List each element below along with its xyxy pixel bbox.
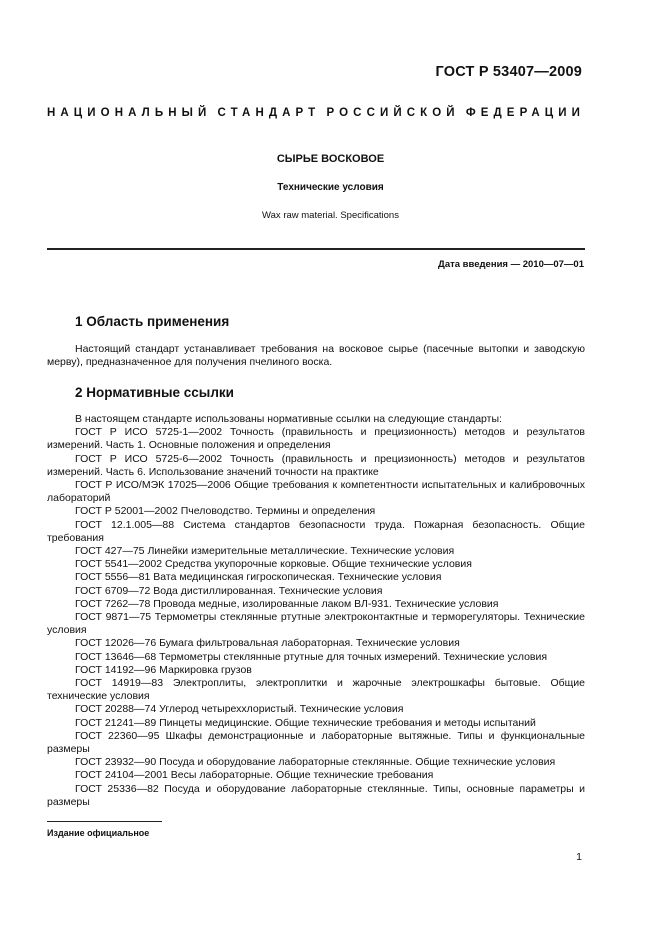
reference-item: ГОСТ 12026—76 Бумага фильтровальная лабораторная. Технические условия (75, 637, 460, 650)
document-number: ГОСТ Р 53407—2009 (435, 64, 582, 80)
reference-item: ГОСТ 14192—96 Маркировка грузов (75, 663, 252, 676)
reference-item: ГОСТ 12.1.005—88 Система стандартов безопасности труда. Пожарная безопасность. Общие требования (47, 518, 585, 544)
document-title-english: Wax raw material. Specifications (262, 210, 399, 221)
reference-item: ГОСТ 7262—78 Провода медные, изолированные лаком ВЛ-931. Технические условия (75, 597, 499, 610)
section-1-heading: 1 Область применения (75, 314, 230, 329)
banner-word: ФЕДЕРАЦИИ (465, 107, 585, 119)
section-2-heading: 2 Нормативные ссылки (75, 385, 234, 400)
footer-divider (47, 821, 162, 822)
header-divider (47, 248, 585, 250)
reference-item: ГОСТ 14919—83 Электроплиты, электроплитки и жарочные электрошкафы бытовые. Общие технические условия (47, 677, 585, 703)
official-edition-label: Издание официальное (47, 828, 150, 838)
reference-item: ГОСТ 6709—72 Вода дистиллированная. Технические условия (75, 584, 383, 597)
page-number: 1 (576, 851, 582, 863)
document-title: СЫРЬЕ ВОСКОВОЕ (276, 153, 385, 165)
reference-item: ГОСТ Р 52001—2002 Пчеловодство. Термины и определения (75, 505, 376, 518)
normative-references-list (47, 413, 585, 809)
reference-item: ГОСТ 24104—2001 Весы лабораторные. Общие технические требования (75, 769, 434, 782)
reference-item: ГОСТ 5541—2002 Средства укупорочные корковые. Общие технические условия (75, 558, 472, 571)
banner-word: РОССИЙСКОЙ (326, 107, 460, 119)
national-standard-banner (47, 107, 585, 119)
reference-item: ГОСТ 9871—75 Термометры стеклянные ртутные электроконтактные и терморегуляторы. Технические условия (47, 611, 585, 637)
banner-word: СТАНДАРТ (217, 107, 321, 119)
reference-item: ГОСТ 20288—74 Углерод четыреххлористый. Технические условия (75, 703, 404, 716)
reference-item: ГОСТ 13646—68 Термометры стеклянные ртутные для точных измерений. Технические условия (75, 650, 548, 663)
reference-item: ГОСТ 22360—95 Шкафы демонстрационные и лабораторные вытяжные. Типы и функциональные размеры (47, 729, 585, 756)
reference-item: ГОСТ Р ИСО 5725-1—2002 Точность (правильность и прецизионность) методов и результатов измерений. Часть 1. Основные положения и определения (47, 426, 585, 452)
reference-item: ГОСТ 25336—82 Посуда и оборудование лабораторные стеклянные. Типы, основные параметры и размеры (47, 782, 585, 808)
reference-item: ГОСТ Р ИСО 5725-6—2002 Точность (правильность и прецизионность) методов и результатов измерений. Часть 6. Использование значений точности на практике (47, 452, 585, 478)
banner-word: НАЦИОНАЛЬНЫЙ (47, 107, 212, 119)
reference-item: ГОСТ 427—75 Линейки измерительные металлические. Технические условия (75, 545, 455, 558)
reference-item: ГОСТ Р ИСО/МЭК 17025—2006 Общие требования к компетентности испытательных и калибровочных лабораторий (47, 479, 585, 505)
reference-item: ГОСТ 5556—81 Вата медицинская гигроскопическая. Технические условия (75, 571, 442, 584)
reference-item: ГОСТ 23932—90 Посуда и оборудование лабораторные стеклянные. Общие технические условия (75, 756, 556, 769)
reference-item: ГОСТ 21241—89 Пинцеты медицинские. Общие технические требования и методы испытаний (75, 716, 536, 729)
references-intro: В настоящем стандарте использованы нормативные ссылки на следующие стандарты: (75, 413, 502, 425)
section-1-text: Настоящий стандарт устанавливает требования на восковое сырье (пасечные вытопки и заводскую мерву), предназначенное для получения пчелиного воска. (47, 343, 585, 369)
document-subtitle: Технические условия (277, 182, 384, 193)
introduction-date: Дата введения — 2010—07—01 (438, 259, 584, 270)
